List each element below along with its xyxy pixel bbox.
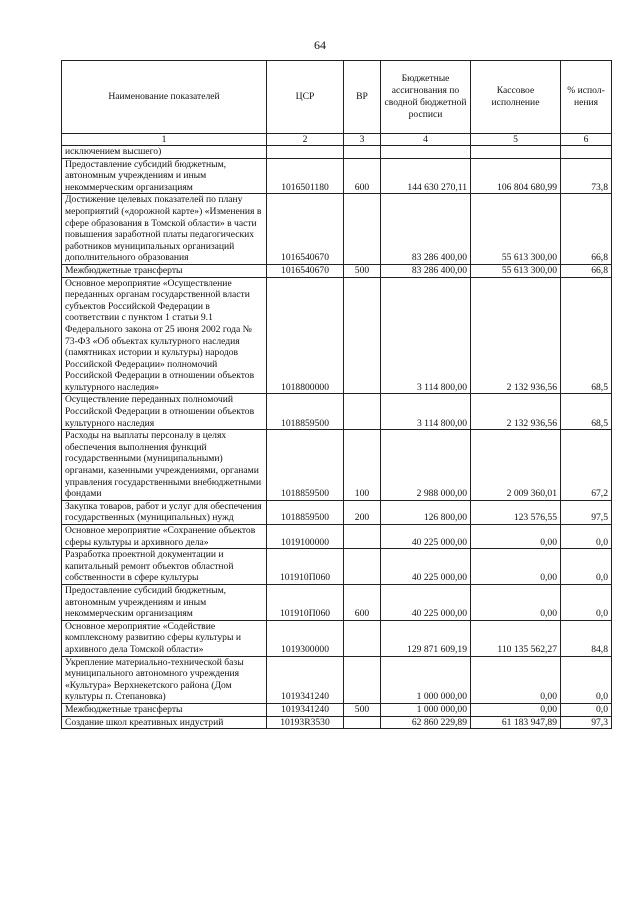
cell-vr [344, 146, 381, 159]
cell-vr: 100 [344, 430, 381, 501]
cell-cash: 55 613 300,00 [471, 194, 561, 265]
cell-budget: 2 988 000,00 [381, 430, 471, 501]
table-row [62, 277, 612, 394]
cell-budget: 126 800,00 [381, 500, 471, 524]
cell-name: Укрепление материально-технической базы муниципального автономного учреждения «Культура» Верхнекетского района (Дом культуры п. Степановка) [62, 656, 267, 703]
cell-cash: 0,00 [471, 525, 561, 549]
column-number-row [62, 134, 612, 146]
cell-csr: 1018859500 [267, 394, 344, 430]
column-header-name: Наименование показателей [62, 61, 267, 134]
cell-csr: 101910П060 [267, 549, 344, 585]
column-header-vr: ВР [344, 61, 381, 134]
cell-vr [344, 549, 381, 585]
cell-name: Осуществление переданных полномочий Российской Федерации в отношении объектов культурного наследия [62, 394, 267, 430]
cell-budget: 1 000 000,00 [381, 656, 471, 703]
cell-pct: 66,8 [561, 264, 612, 277]
cell-name: Разработка проектной документации и капитальный ремонт объектов областной собственности в сфере культуры [62, 549, 267, 585]
cell-budget: 144 630 270,11 [381, 158, 471, 194]
cell-cash: 110 135 562,27 [471, 620, 561, 656]
cell-pct: 97,5 [561, 500, 612, 524]
table-row [62, 716, 612, 729]
cell-pct: 0,0 [561, 703, 612, 716]
cell-vr [344, 620, 381, 656]
cell-cash: 2 132 936,56 [471, 277, 561, 394]
cell-vr [344, 525, 381, 549]
table-row [62, 500, 612, 524]
cell-name: Закупка товаров, работ и услуг для обеспечения государственных (муниципальных) нужд [62, 500, 267, 524]
table-row [62, 264, 612, 277]
table-row [62, 430, 612, 501]
cell-pct [561, 146, 612, 159]
cell-cash: 0,00 [471, 549, 561, 585]
cell-pct: 0,0 [561, 584, 612, 620]
column-number: 2 [267, 134, 344, 146]
cell-vr [344, 277, 381, 394]
cell-name: Создание школ креативных индустрий [62, 716, 267, 729]
cell-name: Основное мероприятие «Содействие комплексному развитию сферы культуры и архивного дела Томской области» [62, 620, 267, 656]
cell-csr: 1018800000 [267, 277, 344, 394]
column-number: 4 [381, 134, 471, 146]
cell-name: Предоставление субсидий бюджетным, автономным учреждениям и иным некоммерческим организациям [62, 158, 267, 194]
cell-csr: 1016540670 [267, 264, 344, 277]
cell-name: Межбюджетные трансферты [62, 703, 267, 716]
cell-pct: 73,8 [561, 158, 612, 194]
cell-cash: 0,00 [471, 703, 561, 716]
cell-name: Основное мероприятие «Осуществление переданных органам государственной власти субъектов Российской Федерации в соответствии с пунктом 1 статьи 9.1 Федерального закона от 25 июня 2002 года № 73-ФЗ «Об объектах культурного наследия (памятниках истории и культуры) народов Российской Федерации» полномочий Российской Федерации в отношении объектов культурного наследия» [62, 277, 267, 394]
cell-pct: 67,2 [561, 430, 612, 501]
table-row [62, 146, 612, 159]
cell-budget: 40 225 000,00 [381, 584, 471, 620]
cell-pct: 66,8 [561, 194, 612, 265]
cell-vr [344, 716, 381, 729]
table-row [62, 549, 612, 585]
cell-pct: 0,0 [561, 549, 612, 585]
cell-name: Предоставление субсидий бюджетным, автономным учреждениям и иным некоммерческим организациям [62, 584, 267, 620]
cell-name: Достижение целевых показателей по плану мероприятий («дорожной карте») «Изменения в сфере образования в Томской области» в части повышения заработной платы педагогических работников муниципальных организаций дополнительного образования [62, 194, 267, 265]
table-row [62, 158, 612, 194]
cell-name: исключением высшего) [62, 146, 267, 159]
table-row [62, 620, 612, 656]
cell-name: Расходы на выплаты персоналу в целях обеспечения выполнения функций государственными (муниципальными) органами, казенными учреждениями, органами управления государственными внебюджетными фондами [62, 430, 267, 501]
column-header-budget: Бюджетные ассигнования по сводной бюджетной росписи [381, 61, 471, 134]
cell-cash [471, 146, 561, 159]
cell-pct: 68,5 [561, 394, 612, 430]
table-row [62, 194, 612, 265]
table-row [62, 394, 612, 430]
cell-budget: 83 286 400,00 [381, 194, 471, 265]
cell-budget: 3 114 800,00 [381, 394, 471, 430]
cell-csr: 1018859500 [267, 500, 344, 524]
cell-csr [267, 146, 344, 159]
column-header-pct: % испол-нения [561, 61, 612, 134]
cell-vr [344, 656, 381, 703]
cell-csr: 1019341240 [267, 703, 344, 716]
cell-cash: 123 576,55 [471, 500, 561, 524]
cell-name: Межбюджетные трансферты [62, 264, 267, 277]
cell-csr: 1019341240 [267, 656, 344, 703]
cell-budget: 3 114 800,00 [381, 277, 471, 394]
cell-cash: 2 132 936,56 [471, 394, 561, 430]
table-header-row [62, 61, 612, 134]
column-header-cash: Кассовое исполнение [471, 61, 561, 134]
cell-budget: 83 286 400,00 [381, 264, 471, 277]
cell-budget: 40 225 000,00 [381, 549, 471, 585]
cell-pct: 84,8 [561, 620, 612, 656]
cell-pct: 0,0 [561, 656, 612, 703]
cell-cash: 0,00 [471, 656, 561, 703]
cell-budget [381, 146, 471, 159]
cell-csr: 1016501180 [267, 158, 344, 194]
cell-csr: 1019100000 [267, 525, 344, 549]
cell-budget: 40 225 000,00 [381, 525, 471, 549]
cell-vr: 600 [344, 584, 381, 620]
column-number: 3 [344, 134, 381, 146]
table-row [62, 584, 612, 620]
cell-name: Основное мероприятие «Сохранение объектов сферы культуры и архивного дела» [62, 525, 267, 549]
cell-cash: 106 804 680,99 [471, 158, 561, 194]
page-number: 64 [314, 38, 326, 52]
column-number: 6 [561, 134, 612, 146]
budget-execution-table [61, 60, 612, 729]
cell-pct: 0,0 [561, 525, 612, 549]
cell-cash: 55 613 300,00 [471, 264, 561, 277]
cell-pct: 97,3 [561, 716, 612, 729]
table-body [62, 146, 612, 729]
column-number: 1 [62, 134, 267, 146]
cell-budget: 1 000 000,00 [381, 703, 471, 716]
cell-vr [344, 194, 381, 265]
cell-vr: 200 [344, 500, 381, 524]
cell-csr: 1019300000 [267, 620, 344, 656]
cell-vr: 500 [344, 703, 381, 716]
cell-cash: 2 009 360,01 [471, 430, 561, 501]
cell-csr: 10193R3530 [267, 716, 344, 729]
cell-cash: 61 183 947,89 [471, 716, 561, 729]
cell-budget: 62 860 229,89 [381, 716, 471, 729]
table-row [62, 525, 612, 549]
cell-vr [344, 394, 381, 430]
column-number: 5 [471, 134, 561, 146]
table-row [62, 656, 612, 703]
column-header-csr: ЦСР [267, 61, 344, 134]
cell-csr: 1018859500 [267, 430, 344, 501]
cell-budget: 129 871 609,19 [381, 620, 471, 656]
cell-csr: 1016540670 [267, 194, 344, 265]
cell-vr: 600 [344, 158, 381, 194]
table-row [62, 703, 612, 716]
cell-pct: 68,5 [561, 277, 612, 394]
cell-cash: 0,00 [471, 584, 561, 620]
cell-csr: 101910П060 [267, 584, 344, 620]
cell-vr: 500 [344, 264, 381, 277]
